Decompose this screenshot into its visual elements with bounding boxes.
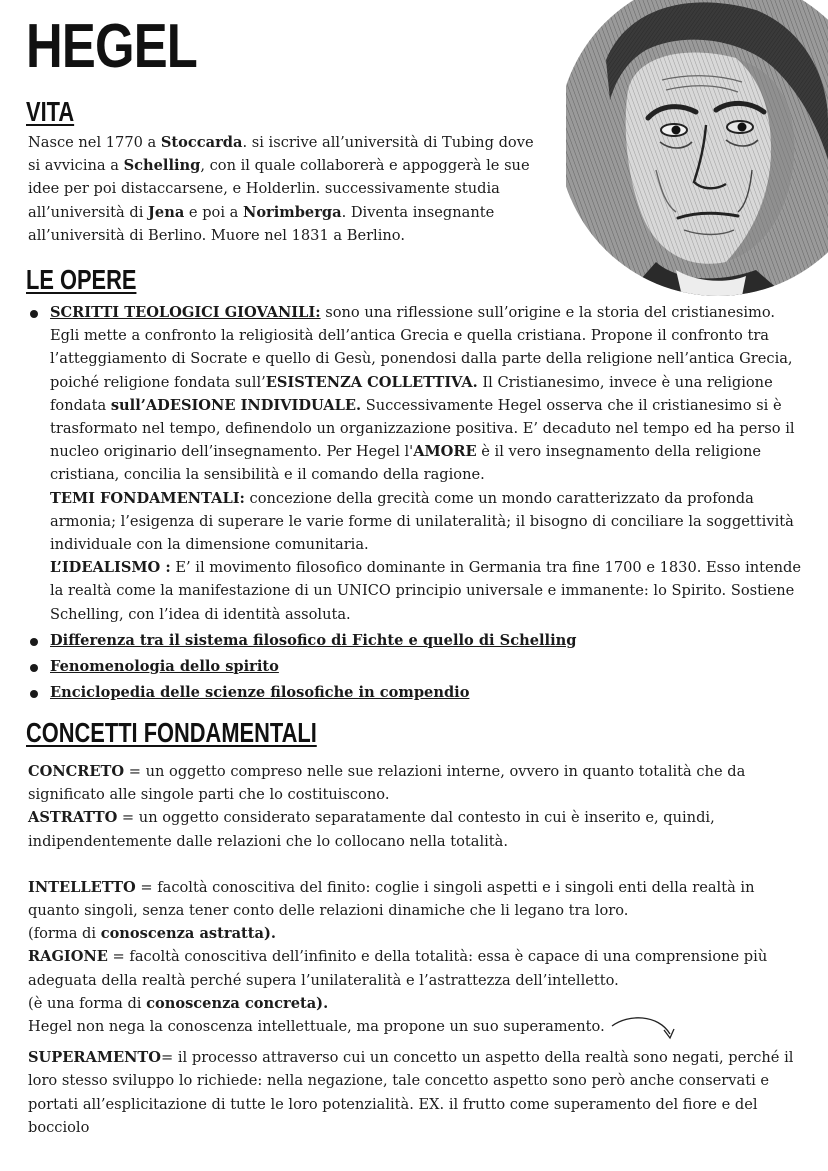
intelletto-note: (forma di conoscenza astratta). <box>28 925 276 943</box>
list-item <box>28 301 808 626</box>
opera-link-fenomenologia[interactable]: Fenomenologia dello spirito <box>50 658 279 676</box>
concreto-definition: CONCRETO = un oggetto compreso nelle sue relazioni interne, ovvero in quanto totalità che da significato alle singole parti che lo costituiscono. <box>28 763 746 804</box>
bullet-icon <box>30 310 38 318</box>
bullet-icon <box>30 690 38 698</box>
hegel-portrait <box>566 0 828 296</box>
opere-list <box>28 301 808 704</box>
temi-paragraph: TEMI FONDAMENTALI: concezione della grecità come un mondo caratterizzato da profonda armonia; l’esigenza di superare le varie forme di unilateralità; il bisogno di conciliare la soggettività individuale con la dimensione comunitaria. <box>50 489 794 554</box>
intelletto-definition: INTELLETTO = facoltà conoscitiva del finito: coglie i singoli aspetti e i singoli enti della realtà in quanto singoli, senza tener conto delle relazioni dinamiche che li legano tra loro. <box>28 878 755 920</box>
idealismo-paragraph: L’IDEALISMO : E’ il movimento filosofico dominante in Germania tra fine 1700 e 1830. Esso intende la realtà come la manifestazione di un UNICO principio universale e immanente: lo Spirito. Sostiene Schelling, con l’idea di identità assoluta. <box>50 559 802 623</box>
vita-heading: VITA <box>26 96 75 127</box>
hegel-note: Hegel non nega la conoscenza intellettuale, ma propone un suo superamento. <box>28 1018 605 1036</box>
superamento-definition: SUPERAMENTO= il processo attraverso cui un concetto un aspetto della realtà sono negati, perché il loro stesso sviluppo lo richiede: nella negazione, tale concetto aspetto sono però anche conservati e portati all’esplicitazione di tutte le loro potenzialità. EX. il frutto come superamento del fiore e del bocciolo <box>28 1049 794 1136</box>
bullet-icon <box>30 638 38 646</box>
ragione-note: (è una forma di conoscenza concreta). <box>28 994 329 1012</box>
list-item <box>28 681 808 704</box>
bullet-icon <box>30 664 38 672</box>
concetti-text <box>28 760 808 1139</box>
ragione-definition: RAGIONE = facoltà conoscitiva dell’infinito e della totalità: essa è capace di una comprensione più adeguata della realtà perché supera l’unilateralità e l’astrattezza dell’intelletto. <box>28 948 768 989</box>
astratto-definition: ASTRATTO = un oggetto considerato separatamente dal contesto in cui è inserito e, quindi, indipendentemente dalle relazioni che lo collocano nella totalità. <box>28 809 715 850</box>
curved-arrow-icon <box>608 1012 688 1052</box>
opera-link-enciclopedia[interactable]: Enciclopedia delle scienze filosofiche in compendio <box>50 684 470 702</box>
page-title: HEGEL <box>26 12 198 81</box>
opera-link-fichte-schelling[interactable]: Differenza tra il sistema filosofico di Fichte e quello di Schelling <box>50 631 577 649</box>
concetti-heading: CONCETTI FONDAMENTALI <box>26 717 317 748</box>
opere-heading: LE OPERE <box>26 264 137 295</box>
vita-text: Nasce nel 1770 a Stoccarda. si iscrive all’università di Tubing dove si avvicina a Schelling, con il quale collaborerà e appoggerà le sue idee per poi distaccarsene, e Holderlin. successivamente studia all’università di Jena e poi a Norimberga. Diventa insegnante all’università di Berlino. Muore nel 1831 a Berlino. <box>28 134 534 244</box>
list-item <box>28 655 808 678</box>
scritti-paragraph: SCRITTI TEOLOGICI GIOVANILI: sono una riflessione sull’origine e la storia del cristianesimo. Egli mette a confronto la religiosità dell’antica Grecia e quella cristiana. Propone il confronto tra l’atteggiamento di Socrate e quello di Gesù, ponendosi dalla parte della religione nell’antica Grecia, poiché religione fondata sull’ESISTENZA COLLETTIVA. Il Cristianesimo, invece è una religione fondata sull’ADESIONE INDIVIDUALE. Successivamente Hegel osserva che il cristianesimo si è trasformato nel tempo, definendolo un organizzazione positiva. E’ decaduto nel tempo ed ha perso il nucleo originario dell’insegnamento. Per Hegel l'AMORE è il vero insegnamento della religione cristiana, concilia la sensibilità e il comando della ragione. <box>50 304 795 484</box>
portrait-illustration <box>566 0 828 296</box>
list-item <box>28 629 808 652</box>
